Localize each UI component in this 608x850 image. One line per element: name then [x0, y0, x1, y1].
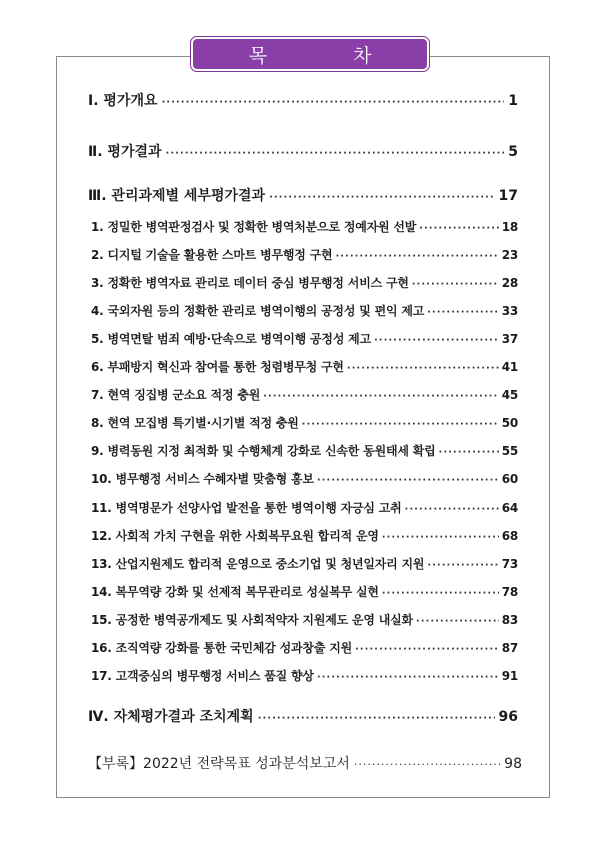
- toc-item-6[interactable]: [0, 358, 608, 375]
- toc-item-label: 4. 국외자원 등의 정확한 관리로 병역이행의 공정성 및 편익 제고: [91, 304, 425, 319]
- toc-item-label: 15. 공정한 병역공개제도 및 사회적약자 지원제도 운영 내실화: [91, 612, 413, 627]
- toc-page-number: 23: [501, 248, 518, 263]
- toc-item-5[interactable]: [0, 330, 608, 347]
- toc-page-number: 28: [501, 276, 518, 291]
- toc-item-11[interactable]: [0, 499, 608, 516]
- toc-section-2[interactable]: [0, 141, 608, 161]
- leader-dots: [427, 307, 499, 318]
- leader-dots: [269, 192, 494, 203]
- toc-page-number: 91: [501, 668, 518, 683]
- toc-item-label: 7. 현역 징집병 군소요 적정 충원: [91, 388, 261, 403]
- toc-item-label: 12. 사회적 가치 구현을 위한 사회복무요원 합리적 운영: [91, 528, 379, 543]
- toc-page-number: 98: [504, 756, 522, 772]
- toc-item-label: 9. 병력동원 지정 최적화 및 수행체계 강화로 신속한 동원태세 확립: [91, 444, 436, 459]
- toc-item-label: 11. 병역명문가 선양사업 발전을 통한 병역이행 자긍심 고취: [91, 500, 402, 515]
- toc-page-number: 87: [501, 640, 518, 655]
- toc-item-3[interactable]: [0, 274, 608, 291]
- leader-dots: [258, 713, 495, 724]
- toc-page-number: 1: [508, 93, 518, 109]
- toc-item-label: 14. 복무역량 강화 및 선제적 복무관리로 성실복무 실현: [91, 584, 379, 599]
- toc-page-number: 5: [508, 144, 518, 160]
- toc-item-14[interactable]: [0, 583, 608, 600]
- toc-page-number: 50: [501, 416, 518, 431]
- leader-dots: [382, 532, 499, 543]
- toc-section-1[interactable]: [0, 90, 608, 110]
- toc-page-number: 68: [501, 528, 518, 543]
- leader-dots: [317, 475, 499, 486]
- toc-page-number: 55: [501, 444, 518, 459]
- toc-item-15[interactable]: [0, 611, 608, 628]
- toc-section-label: Ⅰ. 평가개요: [88, 93, 158, 109]
- toc-item-label: 5. 병역면탈 범죄 예방·단속으로 병역이행 공정성 제고: [91, 332, 371, 347]
- leader-dots: [335, 251, 498, 262]
- toc-item-label: 3. 정확한 병역자료 관리로 데이터 중심 병무행정 서비스 구현: [91, 276, 409, 291]
- toc-section-label: Ⅳ. 자체평가결과 조치계획: [88, 709, 254, 725]
- toc-item-label: 1. 정밀한 병역판정검사 및 정확한 병역처분으로 정예자원 선발: [91, 220, 417, 234]
- leader-dots: [166, 148, 505, 159]
- toc-item-9[interactable]: [0, 442, 608, 459]
- toc-appendix[interactable]: [0, 753, 608, 773]
- leader-dots: [162, 97, 505, 108]
- toc-page-number: 37: [501, 332, 518, 347]
- leader-dots: [419, 223, 499, 234]
- toc-item-label: 13. 산업지원제도 합리적 운영으로 중소기업 및 청년일자리 지원: [91, 556, 425, 571]
- toc-section-label: Ⅱ. 평가결과: [88, 144, 162, 160]
- toc-item-12[interactable]: [0, 527, 608, 544]
- toc-page-number: 64: [501, 500, 518, 515]
- toc-item-17[interactable]: [0, 667, 608, 684]
- toc-item-4[interactable]: [0, 302, 608, 319]
- toc-item-7[interactable]: [0, 386, 608, 403]
- leader-dots: [416, 616, 499, 627]
- toc-section-3[interactable]: [0, 185, 608, 205]
- leader-dots: [427, 560, 498, 571]
- toc-appendix-label: 【부록】2022년 전략목표 성과분석보고서: [88, 756, 350, 772]
- leader-dots: [347, 363, 499, 374]
- leader-dots: [374, 335, 499, 346]
- leader-dots: [412, 279, 499, 290]
- toc-item-label: 17. 고객중심의 병무행정 서비스 품질 향상: [91, 668, 314, 683]
- leader-dots: [439, 447, 499, 458]
- toc-item-label: 6. 부패방지 혁신과 참여를 통한 청렴병무청 구현: [91, 360, 344, 375]
- toc-section-label: Ⅲ. 관리과제별 세부평가결과: [88, 188, 266, 204]
- leader-dots: [302, 419, 499, 430]
- toc-item-label: 16. 조직역량 강화를 통한 국민체감 성과창출 지원: [91, 640, 352, 655]
- toc-page-number: 17: [498, 188, 518, 204]
- toc-page-number: 18: [501, 220, 518, 234]
- toc-item-label: 2. 디지털 기술을 활용한 스마트 병무행정 구현: [91, 248, 333, 263]
- toc-page-number: 73: [501, 556, 518, 571]
- toc-item-label: 10. 병무행정 서비스 수혜자별 맞춤형 홍보: [91, 472, 314, 487]
- leader-dots: [354, 758, 500, 771]
- toc-item-2[interactable]: [0, 246, 608, 263]
- toc-page-number: 60: [501, 472, 518, 487]
- toc-title: 목 차: [191, 37, 429, 71]
- toc-page-number: 78: [501, 584, 518, 599]
- toc-page-number: 33: [501, 304, 518, 319]
- leader-dots: [382, 588, 499, 599]
- leader-dots: [317, 672, 499, 683]
- toc-page-number: 41: [501, 360, 518, 375]
- leader-dots: [263, 391, 499, 402]
- leader-dots: [355, 644, 499, 655]
- toc-item-label: 8. 현역 모집병 특기별·시기별 적정 충원: [91, 416, 299, 431]
- toc-item-10[interactable]: [0, 470, 608, 487]
- toc-section-4[interactable]: [0, 706, 608, 726]
- toc-item-13[interactable]: [0, 555, 608, 572]
- toc-item-1[interactable]: [0, 218, 608, 235]
- toc-item-8[interactable]: [0, 414, 608, 431]
- toc-page-number: 96: [498, 709, 518, 725]
- leader-dots: [405, 504, 499, 515]
- toc-page-number: 45: [501, 388, 518, 403]
- toc-page-number: 83: [501, 612, 518, 627]
- toc-item-16[interactable]: [0, 639, 608, 656]
